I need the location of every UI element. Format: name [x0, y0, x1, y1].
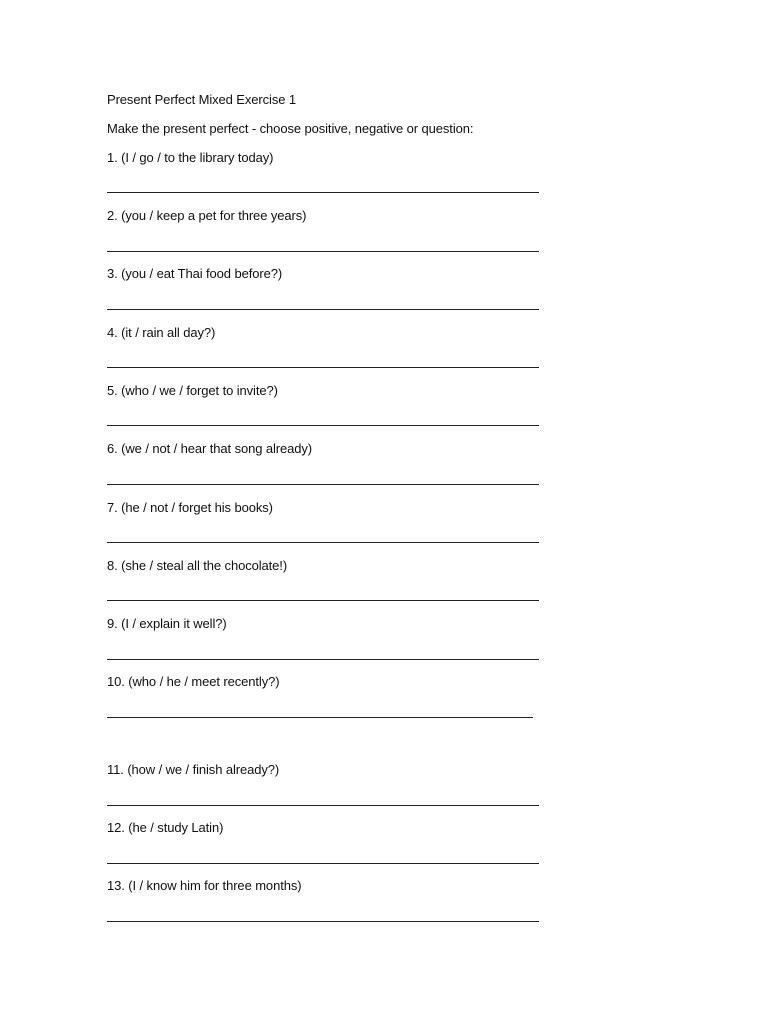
question-prompt-10: 10. (who / he / meet recently?) [107, 674, 280, 689]
question-prompt-12: 12. (he / study Latin) [107, 820, 224, 835]
answer-line-5[interactable] [107, 425, 539, 426]
question-prompt-3: 3. (you / eat Thai food before?) [107, 266, 283, 281]
question-prompt-11: 11. (how / we / finish already?) [107, 762, 280, 777]
answer-line-1[interactable] [107, 192, 539, 193]
answer-line-7[interactable] [107, 542, 539, 543]
answer-line-12[interactable] [107, 863, 539, 864]
question-prompt-7: 7. (he / not / forget his books) [107, 500, 273, 515]
answer-line-2[interactable] [107, 251, 539, 252]
question-prompt-4: 4. (it / rain all day?) [107, 325, 216, 340]
question-prompt-6: 6. (we / not / hear that song already) [107, 441, 313, 456]
question-prompt-13: 13. (I / know him for three months) [107, 878, 302, 893]
question-prompt-9: 9. (I / explain it well?) [107, 616, 227, 631]
question-prompt-5: 5. (who / we / forget to invite?) [107, 383, 278, 398]
answer-line-9[interactable] [107, 659, 539, 660]
answer-line-4[interactable] [107, 367, 539, 368]
worksheet-title: Present Perfect Mixed Exercise 1 [107, 92, 296, 107]
worksheet-instruction: Make the present perfect - choose positive, negative or question: [107, 121, 474, 136]
answer-line-10[interactable] [107, 717, 533, 718]
question-prompt-8: 8. (she / steal all the chocolate!) [107, 558, 288, 573]
answer-line-11[interactable] [107, 805, 539, 806]
question-prompt-2: 2. (you / keep a pet for three years) [107, 208, 307, 223]
answer-line-3[interactable] [107, 309, 539, 310]
question-prompt-1: 1. (I / go / to the library today) [107, 150, 274, 165]
answer-line-13[interactable] [107, 921, 539, 922]
answer-line-8[interactable] [107, 600, 539, 601]
answer-line-6[interactable] [107, 484, 539, 485]
